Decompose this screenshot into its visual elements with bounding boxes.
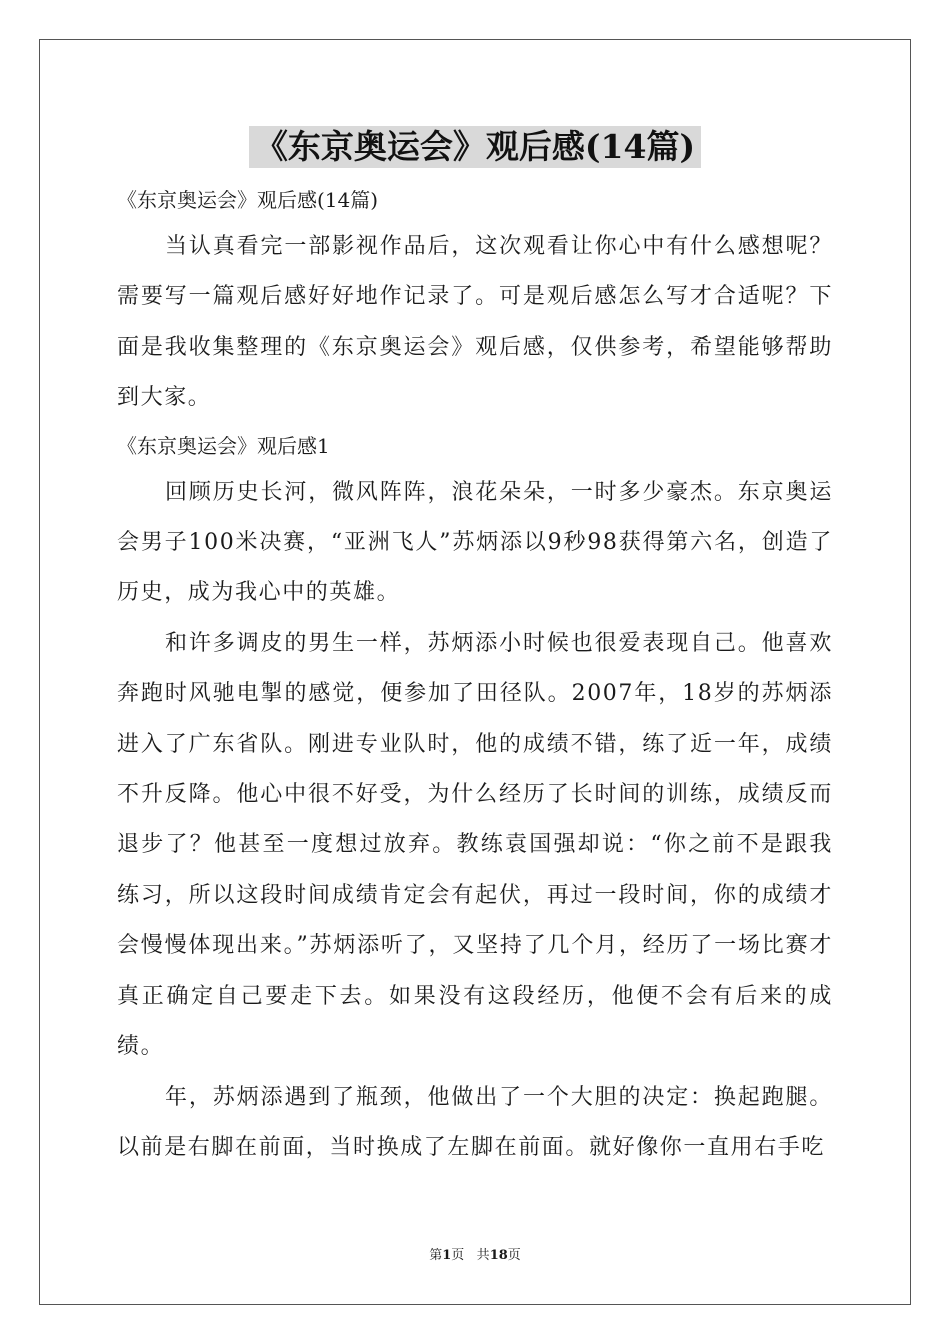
section-heading: 《东京奥运会》观后感1 (117, 433, 330, 458)
body-paragraph: 和许多调皮的男生一样，苏炳添小时候也很爱表现自己。他喜欢奔跑时风驰电掣的感觉，便参加了田径队。2007年，18岁的苏炳添进入了广东省队。刚进专业队时，他的成绩不错，练了近一年，成绩不升反降。他心中很不好受，为什么经历了长时间的训练，成绩反而退步了？他甚至一度想过放弃。教练袁国强却说：“你之前不是跟我练习，所以这段时间成绩肯定会有起伏，再过一段时间，你的成绩才会慢慢体现出来。”苏炳添听了，又坚持了几个月，经历了一场比赛才真正确定自己要走下去。如果没有这段经历，他便不会有后来的成绩。 (117, 630, 833, 1060)
document-subtitle: 《东京奥运会》观后感(14篇) (117, 188, 379, 212)
page-prefix: 第 (429, 1248, 443, 1263)
document-body (117, 178, 833, 1173)
body-paragraph: 年，苏炳添遇到了瓶颈，他做出了一个大胆的决定：换起跑腿。以前是右脚在前面，当时换成了左脚在前面。就好像你一直用右手吃 (117, 1084, 833, 1160)
title-container (0, 126, 950, 168)
page-suffix: 页 (451, 1248, 465, 1263)
total-prefix: 共 (476, 1248, 490, 1263)
document-title: 《东京奥运会》观后感(14篇) (249, 126, 701, 168)
total-pages: 18 (489, 1248, 508, 1263)
page-footer (0, 1246, 950, 1266)
body-paragraph: 回顾历史长河，微风阵阵，浪花朵朵，一时多少豪杰。东京奥运会男子100米决赛，“亚洲飞人”苏炳添以9秒98获得第六名，创造了历史，成为我心中的英雄。 (117, 479, 833, 606)
intro-paragraph: 当认真看完一部影视作品后，这次观看让你心中有什么感想呢？需要写一篇观后感好好地作记录了。可是观后感怎么写才合适呢？下面是我收集整理的《东京奥运会》观后感，仅供参考，希望能够帮助到大家。 (117, 234, 833, 411)
total-suffix: 页 (507, 1248, 521, 1263)
page-number: 1 (442, 1248, 452, 1263)
